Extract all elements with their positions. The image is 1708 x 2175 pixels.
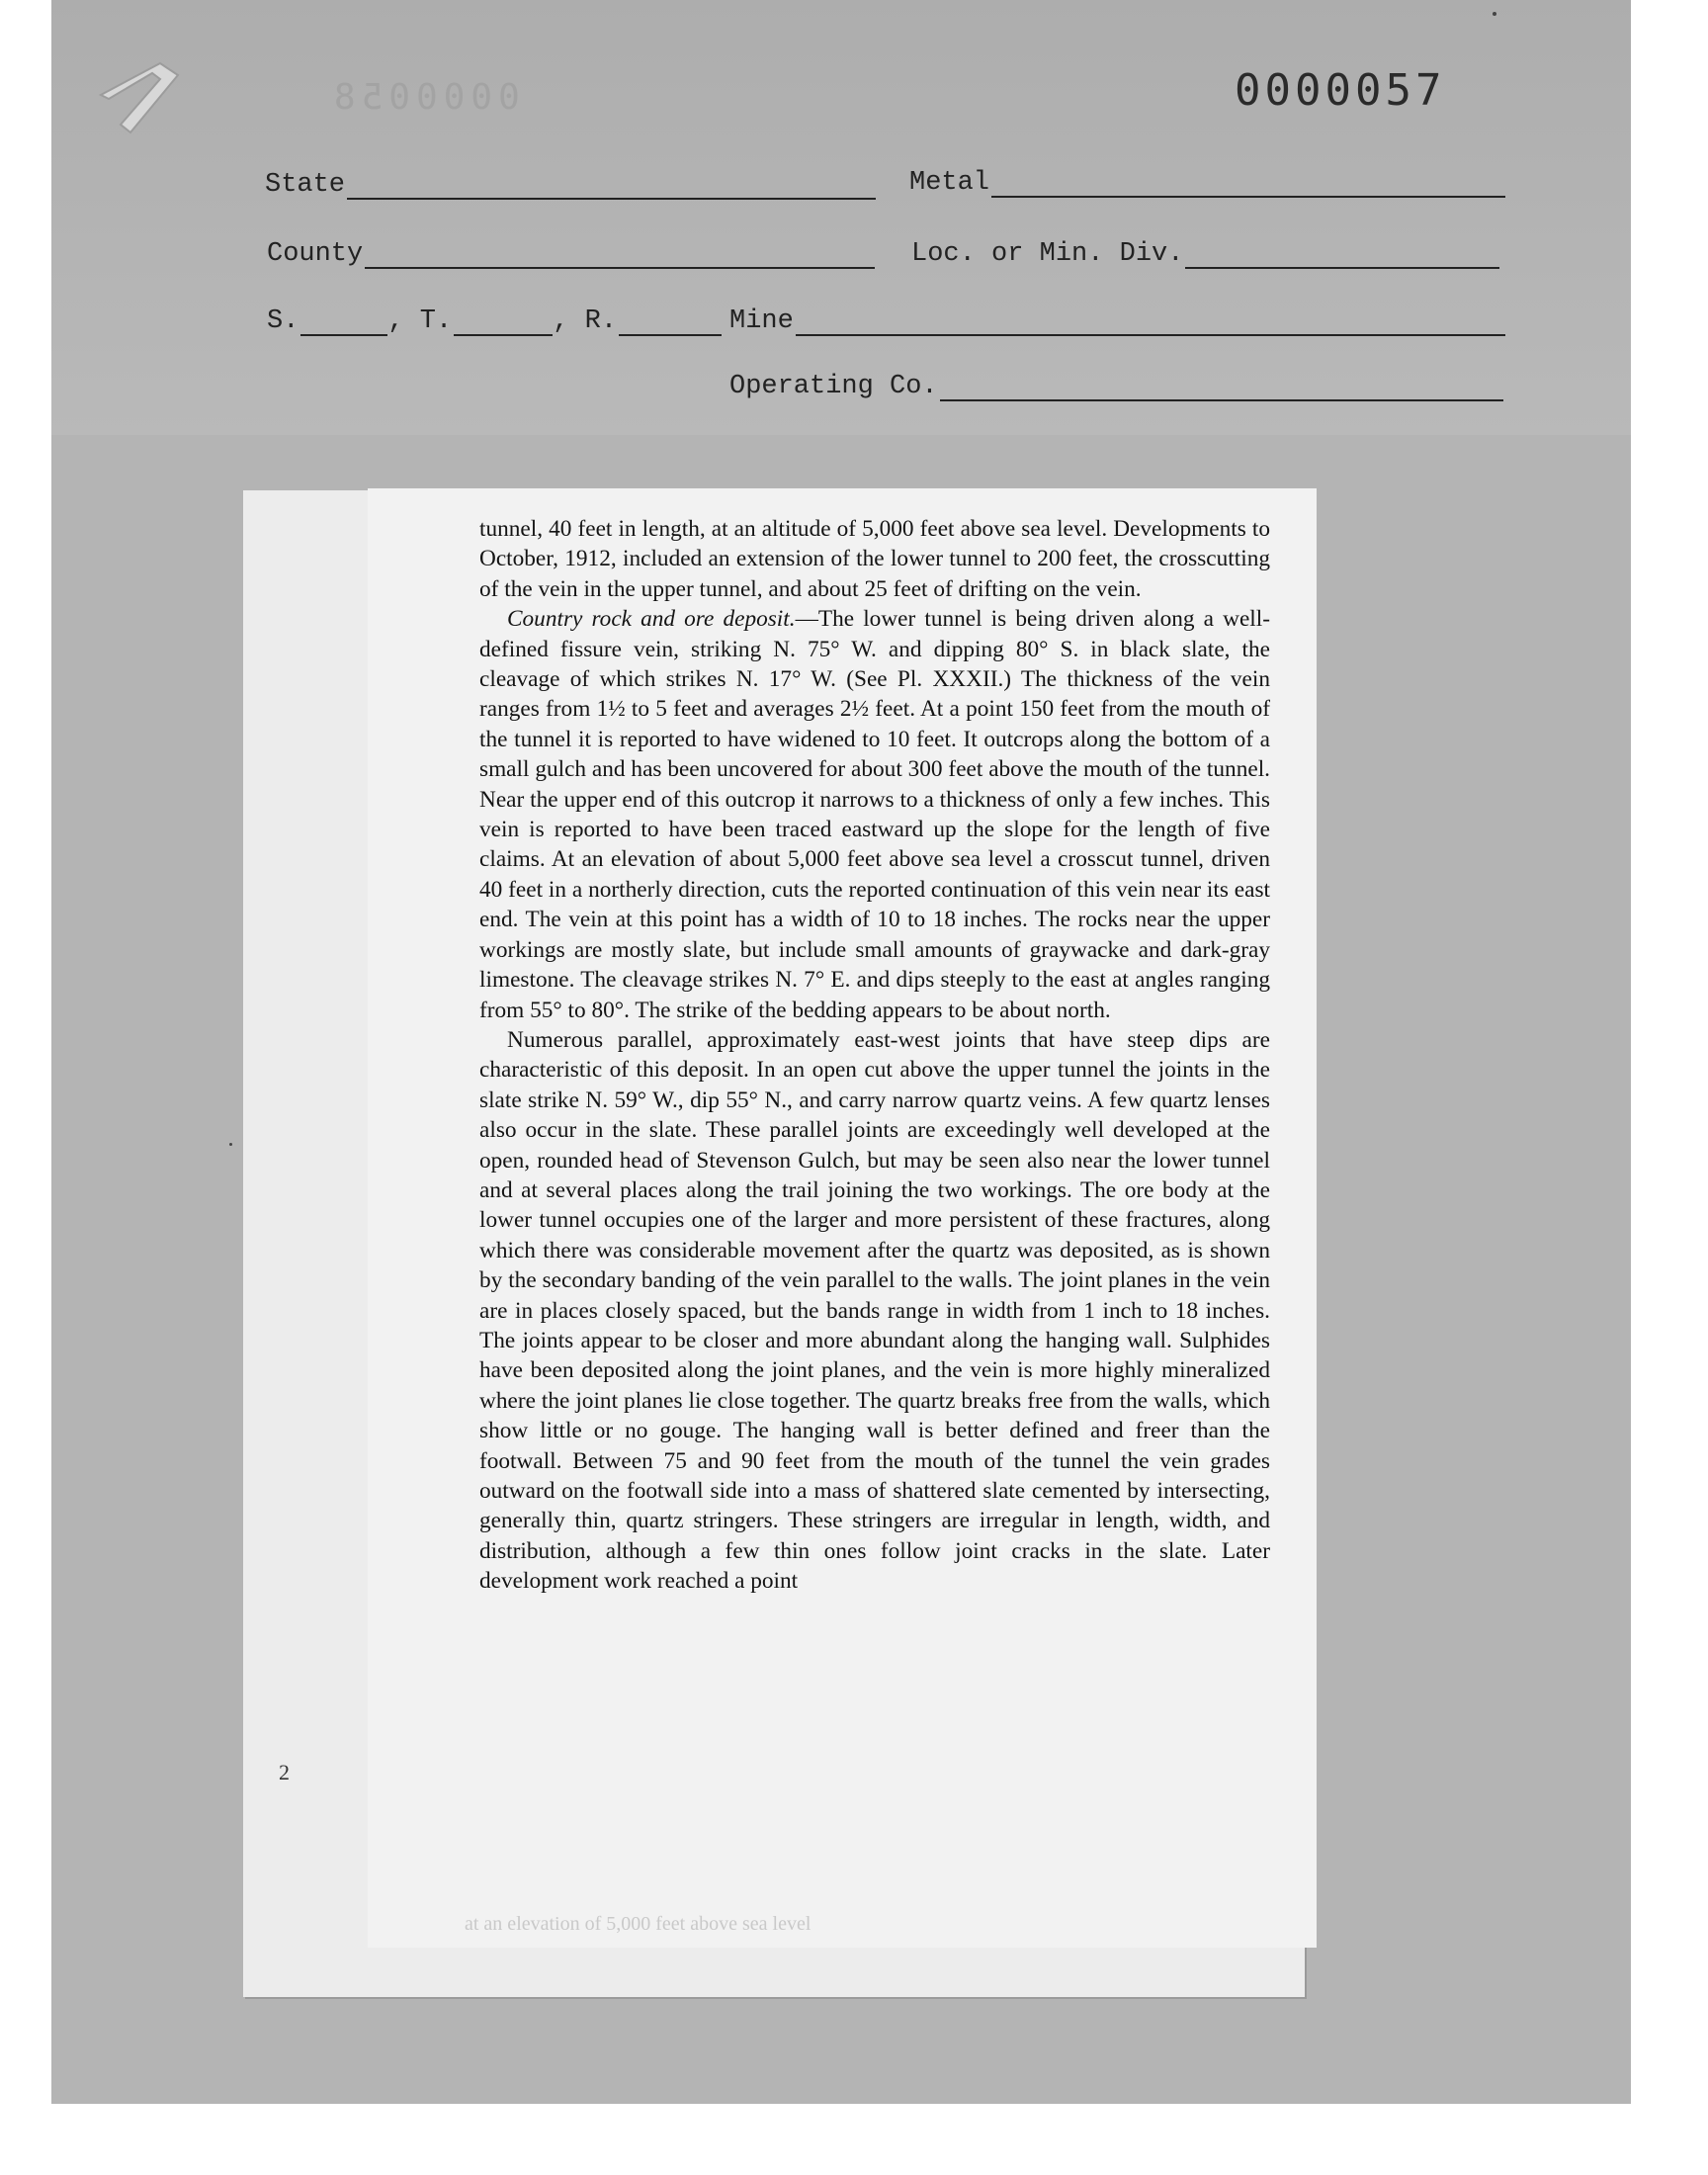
county-blank [365, 241, 875, 269]
metal-field [909, 168, 1505, 198]
bleed-through-text: at an elevation of 5,000 feet above sea level [465, 1913, 811, 1935]
dust-speck [1493, 12, 1496, 16]
metal-label: Metal [909, 168, 990, 198]
r-blank [619, 308, 722, 336]
r-label: , R. [553, 306, 618, 336]
metal-blank [991, 170, 1505, 198]
loc-field [911, 239, 1499, 269]
paper-clip-icon [91, 55, 190, 144]
mine-blank [796, 308, 1505, 336]
paragraph-1: tunnel, 40 feet in length, at an altitude of 5,000 feet above sea level. Developments to October, 1912, included an extension of the lower tunnel to 200 feet, the crosscutting of the vein in the upper tunnel, and about 25 feet of drifting on the vein. [479, 516, 1270, 602]
operating-field [729, 372, 1503, 401]
state-field [265, 170, 876, 200]
s-label: S. [267, 306, 299, 336]
margin-page-number: 2 [279, 1760, 290, 1784]
mine-field [729, 306, 1505, 336]
state-label: State [265, 170, 346, 200]
paragraph-2 [479, 604, 1270, 1025]
mine-label: Mine [729, 306, 794, 336]
loc-label: Loc. or Min. Div. [911, 239, 1184, 269]
loc-blank [1185, 241, 1499, 269]
operating-label: Operating Co. [729, 372, 938, 401]
county-field [267, 239, 875, 269]
document-number: 0000057 [1235, 65, 1446, 116]
dust-speck [229, 1143, 232, 1146]
s-blank [300, 308, 387, 336]
operating-blank [940, 374, 1503, 401]
article-body [479, 514, 1270, 1597]
state-blank [347, 172, 876, 200]
bleed-through-doc-number: 0000058 [328, 77, 520, 118]
t-blank [454, 308, 553, 336]
paragraph-3: Numerous parallel, approximately east-west joints that have steep dips are characteristic of this deposit. In an open cut above the upper tunnel the joints in the slate strike N. 59° W., dip 55° N., and carry narrow quartz veins. A few quartz lenses also occur in the slate. These parallel joints are exceedingly well developed at the open, rounded head of Stevenson Gulch, but may be seen also near the lower tunnel and at several places along the trail joining the two workings. The ore body at the lower tunnel occupies one of the larger and more persistent of these fractures, along which there was considerable movement after the quartz was deposited, as is shown by the secondary banding of the vein parallel to the walls. The joint planes in the vein are in places closely spaced, but the bands range in width from 1 inch to 18 inches. The joints appear to be closer and more abundant along the hanging wall. Sulphides have been deposited along the joint planes, and the vein is more highly mineralized where the joint planes lie close together. The quartz breaks free from the walls, which show little or no gouge. The hanging wall is better defined and freer than the footwall. Between 75 and 90 feet from the mouth of the tunnel the vein grades outward on the footwall side into a mass of shattered slate cemented by intersecting, generally thin, quartz stringers. These stringers are irregular in length, width, and distribution, although a few thin ones follow joint cracks in the slate. Later development work reached a point [479, 1026, 1270, 1595]
county-label: County [267, 239, 364, 269]
t-label: , T. [387, 306, 453, 336]
paragraph-2-heading: Country rock and ore deposit. [507, 606, 796, 633]
paragraph-2-body: —The lower tunnel is being driven along a well-defined fissure vein, striking N. 75° W. and dipping 80° S. in black slate, the cleavage of which strikes N. 17° W. (See Pl. XXXII.) The thickness of the vein ranges from 1½ to 5 feet and averages 2½ feet. At a point 150 feet from the mouth of the tunnel it is reported to have widened to 10 feet. It outcrops along the bottom of a small gulch and has been uncovered for about 300 feet above the mouth of the tunnel. Near the upper end of this outcrop it narrows to a thickness of only a few inches. This vein is reported to have been traced eastward up the slope for the length of five claims. At an elevation of about 5,000 feet above sea level a crosscut tunnel, driven 40 feet in a northerly direction, cuts the reported continuation of this vein near its east end. The vein at this point has a width of 10 to 18 inches. The rocks near the upper workings are mostly slate, but include small amounts of graywacke and dark-gray limestone. The cleavage strikes N. 7° E. and dips steeply to the east at angles ranging from 55° to 80°. The strike of the bedding appears to be about north. [479, 606, 1270, 1023]
str-field [267, 306, 722, 336]
